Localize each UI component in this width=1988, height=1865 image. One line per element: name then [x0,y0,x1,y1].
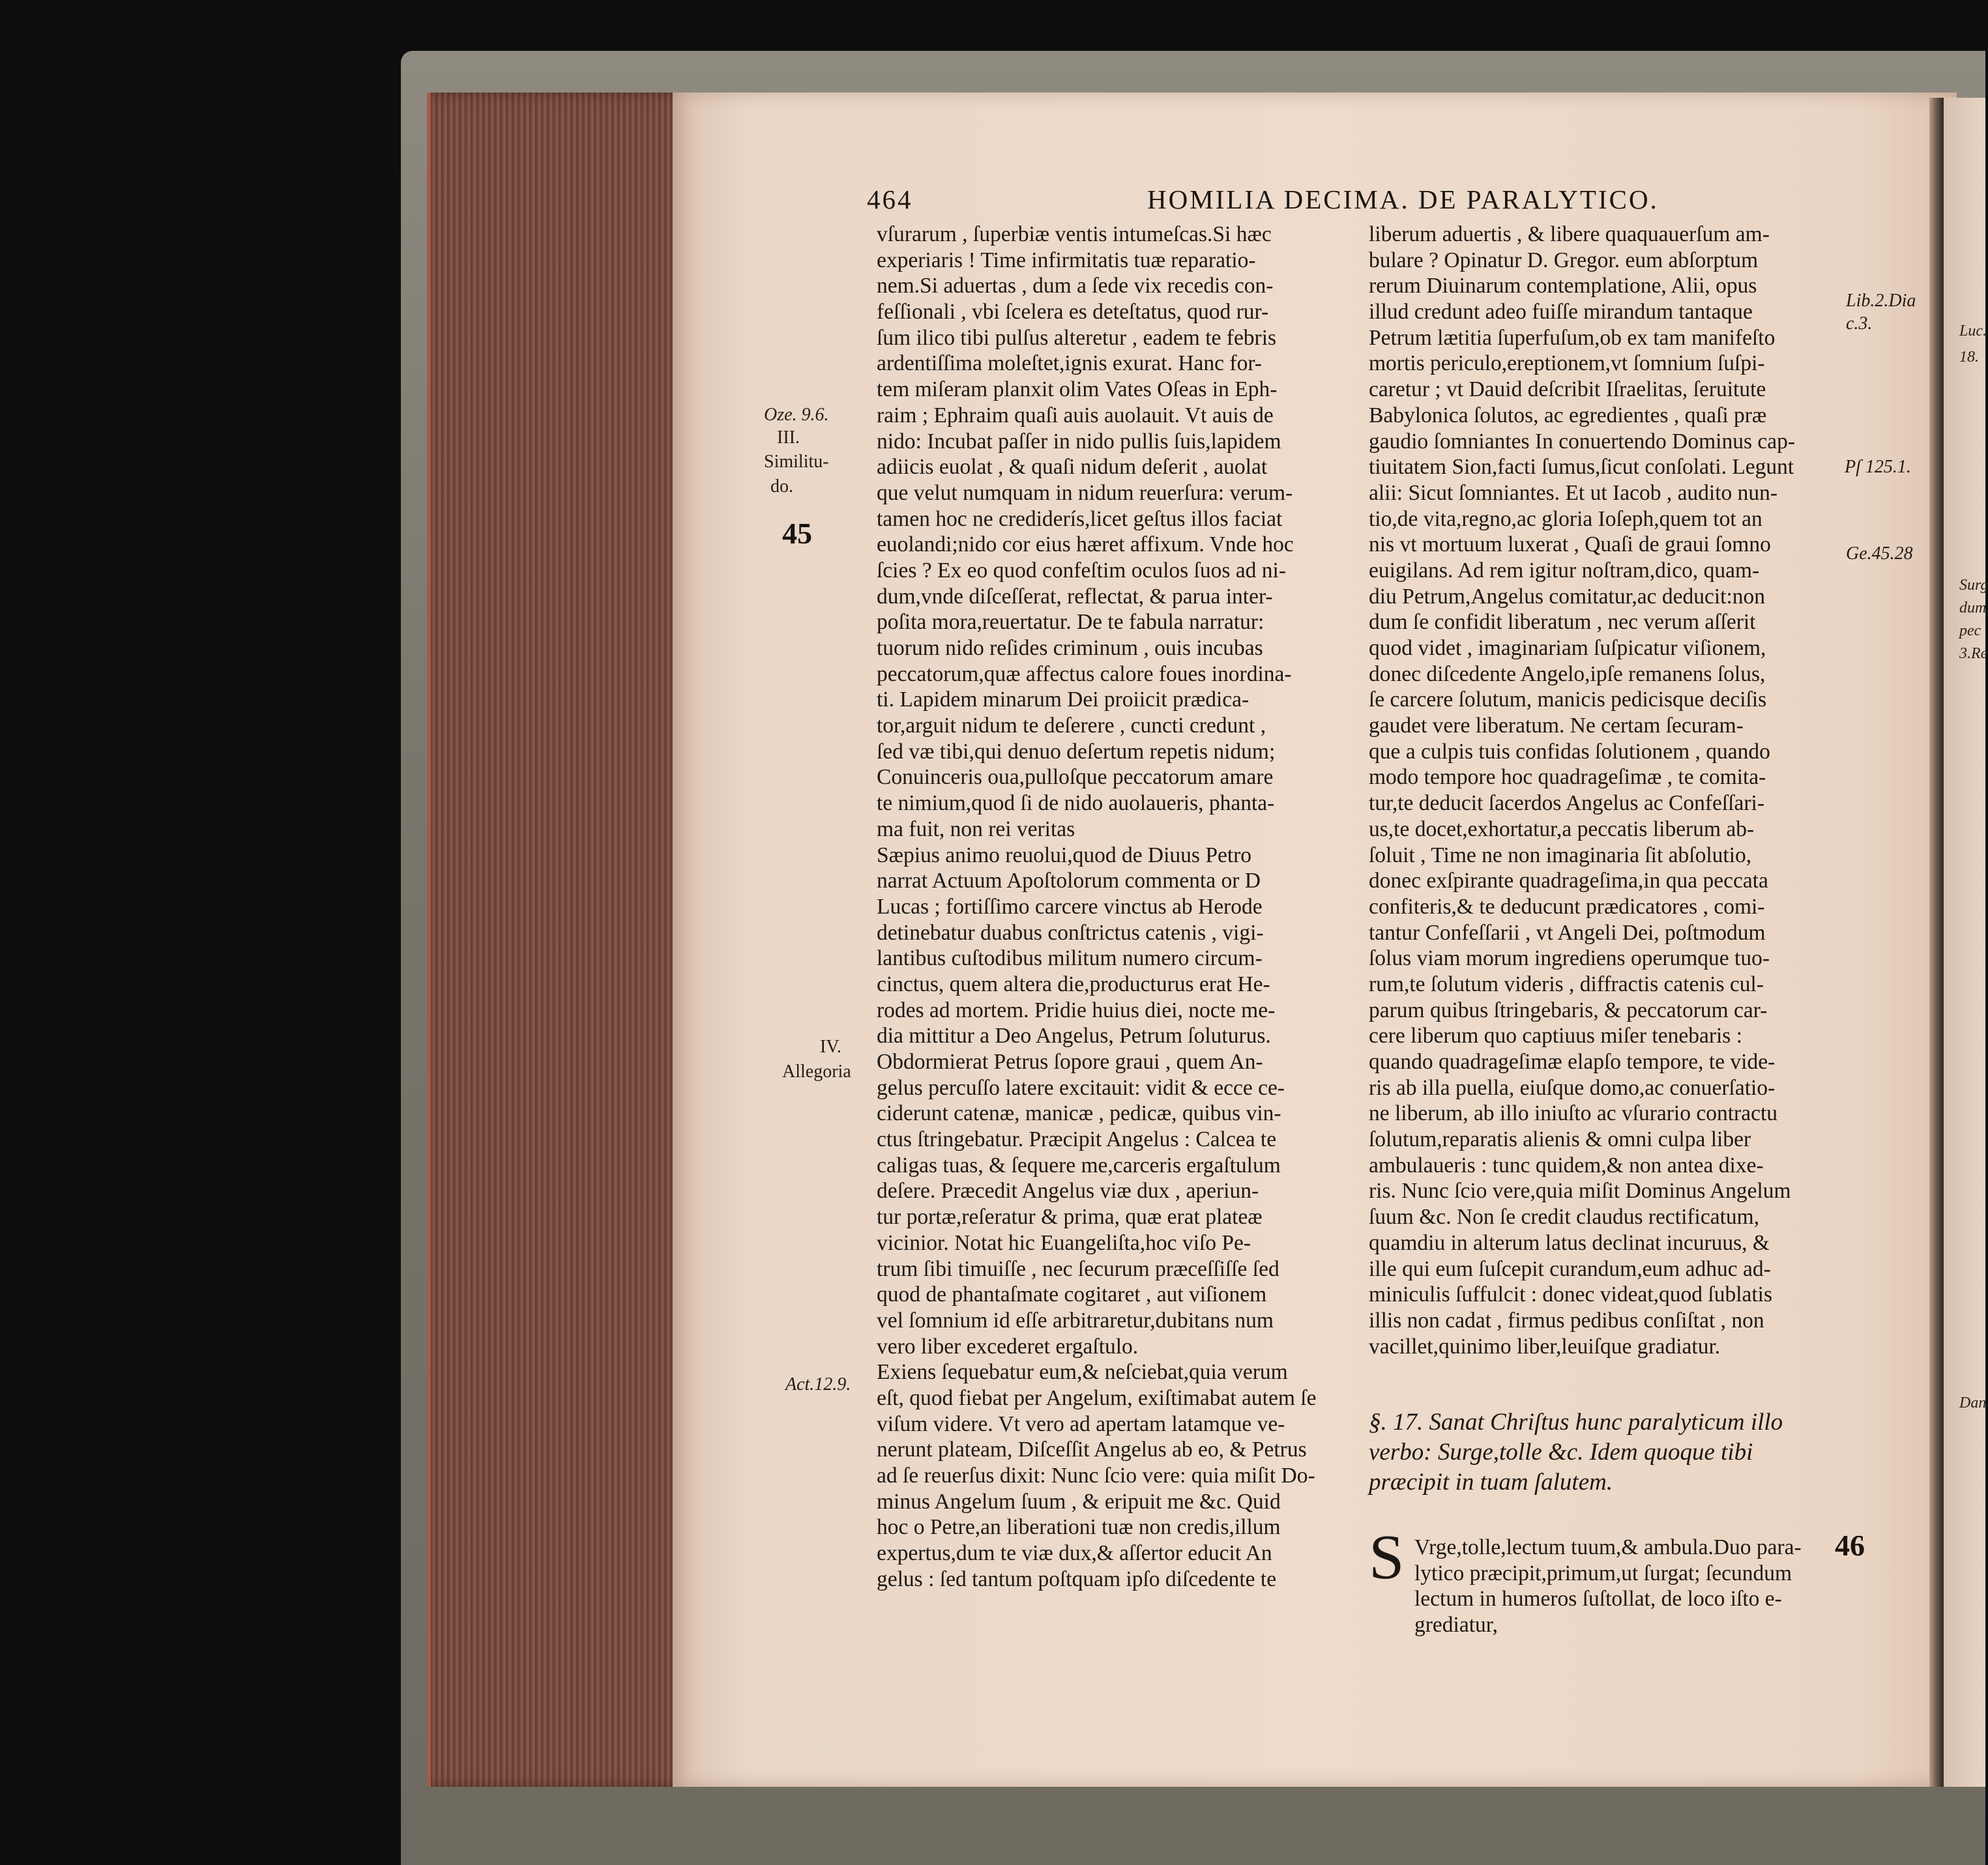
text-line: experiaris ! Time infirmitatis tuæ reparatio- [877,248,1256,272]
text-line: lantibus cuſtodibus militum numero circum- [877,946,1263,971]
margin-note-number: III. [777,427,800,448]
text-line: tiuitatem Sion,facti ſumus,ſicut conſolati. Legunt [1369,455,1794,480]
text-line: tantur Confeſſarii , vt Angeli Dei, poſtmodum [1369,920,1766,945]
text-line: ma fuit, non rei veritas [877,817,1075,841]
text-line: gelus percuſſo latere excitauit: vidit & ecce ce- [877,1075,1285,1100]
text-line: parum quibus ſtringebaris, & peccatorum car- [1369,998,1768,1022]
text-line: Petrum lætitia ſuperfuſum,ob ex tam manifeſto [1369,325,1776,350]
section-body [1414,1535,1845,1638]
text-line: vacillet,quinimo liber,leuiſque gradiatur. [1369,1334,1721,1359]
text-line: rodes ad mortem. Pridie huius diei, nocte me- [877,998,1276,1022]
text-line: bulare ? Opinatur D. Gregor. eum abſorptum [1369,248,1759,272]
text-line: Exiens ſequebatur eum,& neſciebat,quia verum [877,1360,1288,1385]
text-line: ille qui eum ſuſcepit curandum,eum adhuc ad- [1369,1256,1771,1281]
gutter [1929,98,1944,1787]
right-text-column [1369,222,1838,1359]
text-line: Sæpius animo reuolui,quod de Diuus Petro [877,843,1252,867]
text-line: nem.Si aduertas , dum a ſede vix recedis con- [877,274,1274,298]
text-line: peccatorum,quæ affectus calore foues inordina- [877,661,1292,686]
section-heading [1369,1408,1851,1497]
facing-note: Surg [1959,577,1988,594]
text-line: cere liberum quo captiuus miſer tenebaris : [1369,1024,1743,1048]
text-line: lytico præcipit,primum,ut ſurgat; ſecundum [1414,1561,1792,1585]
text-line: dum ſe confidit liberatum , nec verum aſſerit [1369,610,1756,635]
margin-note-oze: Oze. 9.6. [764,405,829,425]
text-line: deſere. Præcedit Angelus viæ dux , aperiun- [877,1179,1259,1204]
facing-page-edge [1944,98,1988,1787]
text-line: tem miſeram planxit olim Vates Oſeas in Eph- [877,377,1278,402]
text-line: confiteris,& te deducunt prædicatores , comi- [1369,894,1765,919]
text-line: vicinior. Notat hic Euangeliſta,hoc viſo Pe- [877,1230,1251,1255]
heading-line: §. 17. Sanat Chriſtus hunc paralyticum illo [1369,1409,1783,1436]
text-line: gelus : ſed tantum poſtquam ipſo diſcedente te [877,1567,1277,1591]
text-line: viſum videre. Vt vero ad apertam latamque ve- [877,1411,1285,1436]
text-line: ſoluit , Time ne non imaginaria ſit abſolutio, [1369,843,1752,867]
text-line: donec exſpirante quadrageſima,in qua peccata [1369,869,1768,893]
page-number: 464 [867,184,913,214]
facing-note: Luc. [1959,323,1987,340]
shelfmark-left: 45 [782,517,812,550]
text-line: alii: Sicut ſomniantes. Et ut Iacob , audito nun- [1369,480,1778,505]
margin-note-lib-cont: c.3. [1846,313,1873,334]
text-line: us,te docet,exhortatur,a peccatis liberum ab- [1369,817,1755,841]
text-line: vel ſomnium id eſſe arbitraretur,dubitans num [877,1308,1274,1333]
text-line: ciderunt catenæ, manicæ , pedicæ, quibus vin- [877,1101,1281,1126]
text-line: euigilans. Ad rem igitur noſtram,dico, quam- [1369,558,1760,583]
text-line: modo tempore hoc quadrageſimæ , te comita- [1369,765,1766,790]
text-line: illis non cadat , firmus pedibus conſiſtat , non [1369,1308,1764,1333]
heading-line: præcipit in tuam ſalutem. [1369,1469,1613,1496]
text-line: caretur ; vt Dauid deſcribit Iſraelitas, ſeruitute [1369,377,1766,402]
text-line: quod de phantaſmate cogitaret , aut viſionem [877,1282,1267,1307]
text-line: Obdormierat Petrus ſopore graui , quem An- [877,1050,1263,1074]
text-line: feſſionali , vbi ſcelera es deteſtatus, quod rur- [877,300,1269,325]
text-line: que a culpis tuis confidas ſolutionem , quando [1369,739,1770,764]
text-line: ſolus viam morum ingrediens operumque tuo- [1369,946,1770,971]
text-line: tor,arguit nidum te deſerere , cuncti credunt , [877,714,1266,738]
text-line: ſcies ? Ex eo quod confeſtim oculos ſuos ad ni- [877,558,1286,583]
text-line: vero liber excederet ergaſtulo. [877,1334,1139,1359]
text-line: hoc o Petre,an liberationi tuæ non credis,illum [877,1515,1281,1540]
text-line: narrat Actuum Apoſtolorum commenta or D [877,869,1261,893]
page-edges [427,93,692,1787]
text-line: ſum ilico tibi pulſus alteretur , eadem te febris [877,325,1277,350]
facing-note: dum [1959,600,1987,616]
text-line: diu Petrum,Angelus comitatur,ac deducit:non [1369,584,1766,609]
text-line: ctus ſtringebatur. Præcipit Angelus : Calcea te [877,1127,1277,1152]
text-line: ad ſe reuerſus dixit: Nunc ſcio vere: quia miſit Do- [877,1464,1315,1488]
text-line: poſita mora,reuertatur. De te fabula narratur: [877,610,1264,635]
text-line: tur,te deducit ſacerdos Angelus ac Confeſſari- [1369,791,1765,816]
margin-note-similitudo: Similitu- [764,452,829,472]
text-line: ardentiſſima moleſtet,ignis exurat. Hanc for- [877,351,1262,376]
text-line: Babylonica ſolutos, ac egredientes , quaſi præ [1369,403,1767,427]
running-head [867,184,1845,218]
heading-line: verbo: Surge,tolle &c. Idem quoque tibi [1369,1439,1753,1466]
text-line: nis vt mortuum luxerat , Quaſi de graui ſomno [1369,532,1771,557]
shelfmark-right: 46 [1835,1529,1865,1562]
text-line: mortis periculo,ereptionem,vt ſomnium ſuſpi- [1369,351,1765,376]
text-line: ne liberum, ab illo iniuſto ac vſurario contractu [1369,1101,1777,1126]
text-line: quando quadrageſimæ elapſo tempore, te vide- [1369,1050,1776,1074]
text-line: Vrge,tolle,lectum tuum,& ambula.Duo para- [1414,1535,1802,1559]
text-line: trum ſibi timuiſſe , nec ſecurum præceſſiſſe ſed [877,1256,1279,1281]
left-text-column [877,222,1323,1592]
text-line: cinctus, quem altera die,producturus erat He- [877,972,1270,996]
margin-note-act: Act.12.9. [785,1374,851,1395]
margin-note-allegoria: Allegoria [782,1062,851,1082]
text-line: ambulaueris : tunc quidem,& non antea dixe- [1369,1153,1764,1178]
text-line: ſuum &c. Non ſe credit claudus rectificatum, [1369,1205,1760,1230]
text-line: tur portæ,reſeratur & prima, quæ erat plateæ [877,1205,1263,1230]
text-line: illud credunt adeo fuiſſe mirandum tantaque [1369,300,1753,325]
text-line: nido: Incubat paſſer in nido pullis ſuis,lapidem [877,429,1281,454]
text-line: que velut numquam in nidum reuerſura: verum- [877,480,1293,505]
text-line: grediatur, [1414,1613,1498,1638]
text-line: ſed væ tibi,qui denuo deſertum repetis nidum; [877,739,1276,764]
text-line: liberum aduertis , & libere quaquauerſum am- [1369,222,1770,246]
text-line: Conuinceris oua,pulloſque peccatorum amare [877,765,1274,790]
text-line: vſurarum , ſuperbiæ ventis intumeſcas.Si hæc [877,222,1272,246]
facing-note: 18. [1959,349,1979,366]
text-line: raim ; Ephraim quaſi auis auolauit. Vt auis de [877,403,1274,427]
text-line: gaudio ſomniantes In conuertendo Dominus cap- [1369,429,1796,454]
text-line: rum,te ſolutum videris , diffractis catenis cul- [1369,972,1764,996]
text-line: gaudet vere liberatum. Ne certam ſecuram- [1369,714,1744,738]
text-line: ti. Lapidem minarum Dei proiicit prædica- [877,687,1250,712]
margin-note-lib: Lib.2.Dia [1846,291,1916,311]
text-line: quamdiu in alterum latus declinat incuruus, & [1369,1230,1770,1255]
text-line: miniculis ſuffulcit : donec videat,quod ſublatis [1369,1282,1773,1307]
text-line: detinebatur duabus conſtrictus catenis , vigi- [877,920,1264,945]
facing-note: Dan [1959,1395,1987,1411]
text-line: ſe carcere ſolutum, manicis pedicisque deciſis [1369,687,1767,712]
text-line: nerunt plateam, Diſceſſit Angelus ab eo, & Petrus [877,1438,1307,1462]
margin-note-number: IV. [820,1037,841,1057]
text-line: rerum Diuinarum contemplatione, Alii, opus [1369,274,1757,298]
margin-note-similitudo-cont: do. [770,476,793,497]
text-line: Lucas ; fortiſſimo carcere vinctus ab Herode [877,894,1263,919]
text-line: ris. Nunc ſcio vere,quia miſit Dominus Angelum [1369,1179,1791,1204]
text-line: adiicis euolat , & quaſi nidum deſerit , auolat [877,455,1268,480]
text-line: dia mittitur a Deo Angelus, Petrum ſoluturus. [877,1024,1271,1048]
text-line: tuorum nido reſides criminum , ouis incubas [877,636,1263,660]
running-title: HOMILIA DECIMA. DE PARALYTICO. [1147,184,1659,214]
margin-note-ge: Ge.45.28 [1846,543,1913,564]
text-line: ris ab illa puella, eiuſque domo,ac conuerſatio- [1369,1075,1776,1100]
text-line: te nimium,quod ſi de nido auolaueris, phanta- [877,791,1275,816]
text-line: donec diſcedente Angelo,ipſe remanens ſolus, [1369,661,1766,686]
text-line: expertus,dum te viæ dux,& aſſertor educit An [877,1541,1272,1566]
text-line: caligas tuas, & ſequere me,carceris ergaſtulum [877,1153,1281,1178]
drop-cap: S [1369,1522,1405,1593]
text-line: tamen hoc ne crediderís,licet geſtus illos faciat [877,506,1283,531]
text-line: eſt, quod fiebat per Angelum, exiſtimabat autem ſe [877,1385,1317,1410]
text-line: minus Angelum ſuum , & eripuit me &c. Quid [877,1489,1281,1514]
text-line: lectum in humeros ſuſtollat, de loco iſto e- [1414,1587,1782,1612]
facing-note: 3.Re [1959,645,1988,662]
facing-note: pec [1959,622,1981,639]
text-line: dum,vnde diſceſſerat, reflectat, & parua inter- [877,584,1273,609]
text-line: ſolutum,reparatis alienis & omni culpa liber [1369,1127,1751,1152]
text-line: quod videt , imaginariam ſuſpicatur viſionem, [1369,636,1766,660]
text-line: euolandi;nido cor eius hæret affixum. Vnde hoc [877,532,1294,557]
text-line: tio,de vita,regno,ac gloria Ioſeph,quem tot an [1369,506,1762,531]
margin-note-ps: Pſ 125.1. [1845,457,1911,477]
